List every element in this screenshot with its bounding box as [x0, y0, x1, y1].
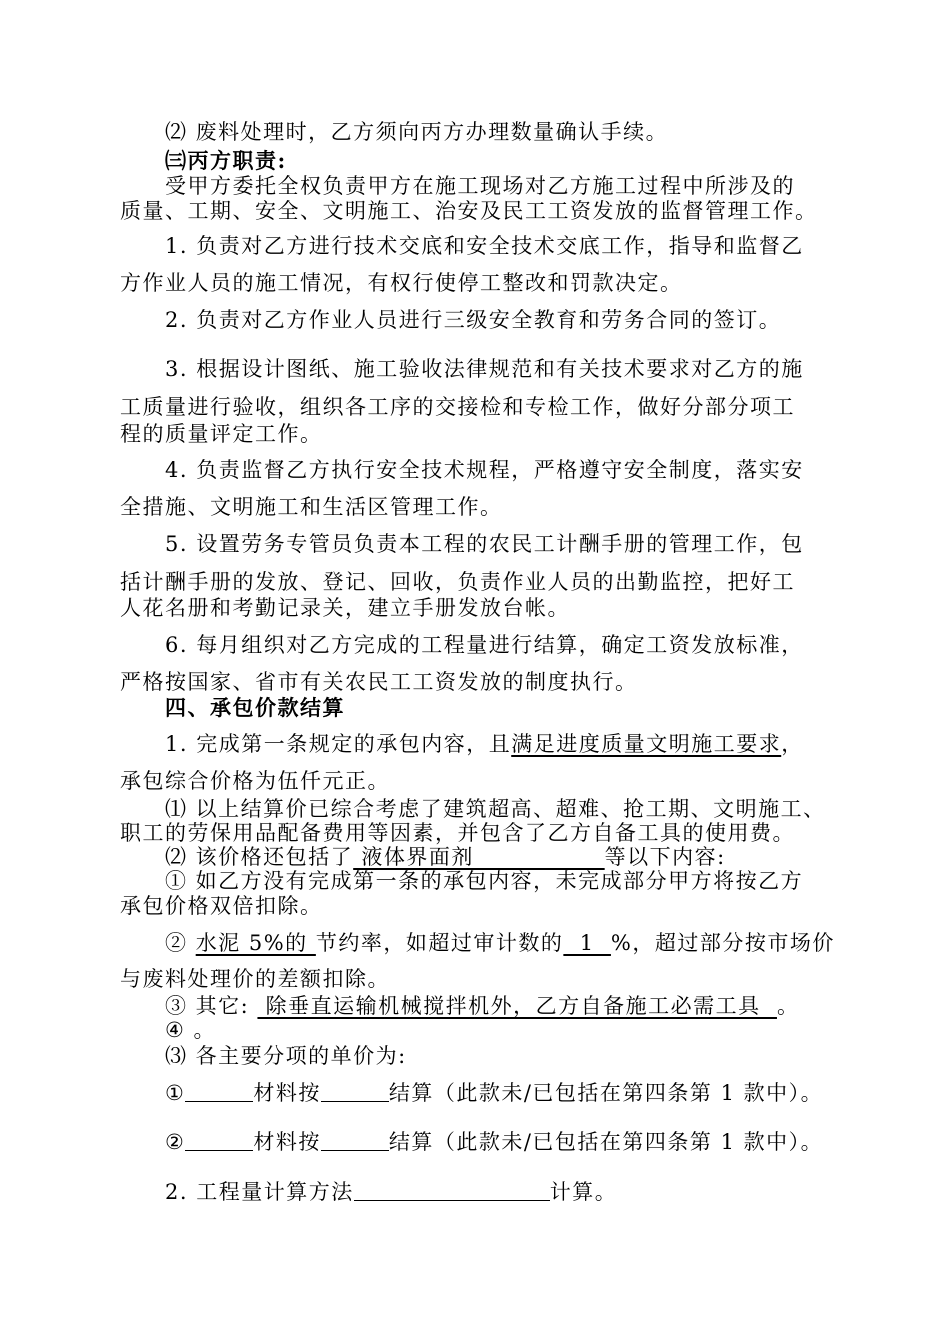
paragraph-line: 全措施、文明施工和生活区管理工作。	[120, 495, 503, 519]
text-span: ②	[165, 1130, 186, 1154]
text-span: ④	[165, 1018, 194, 1042]
paragraph-line: 3. 根据设计图纸、施工验收法律规范和有关技术要求对乙方的施	[165, 357, 804, 381]
filled-field: 水泥 5%的	[195, 931, 316, 955]
paragraph-line: 5. 设置劳务专管员负责本工程的农民工计酬手册的管理工作，包	[165, 532, 804, 556]
paragraph-line: 承包综合价格为伍仟元正。	[120, 769, 390, 793]
paragraph-line: 职工的劳保用品配备费用等因素，并包含了乙方自备工具的使用费。	[120, 821, 795, 845]
paragraph-line	[165, 1017, 216, 1043]
paragraph-line: ⑴ 以上结算价已综合考虑了建筑超高、超难、抢工期、文明施工、	[165, 797, 826, 821]
paragraph-line: 2. 负责对乙方作业人员进行三级安全教育和劳务合同的签订。	[165, 308, 782, 332]
filled-field: 除垂直运输机械搅拌机外，乙方自备施工必需工具	[257, 994, 777, 1018]
paragraph-line	[165, 731, 804, 757]
paragraph-line	[165, 844, 726, 870]
text-span: ⑵ 该价格还包括了	[165, 845, 354, 869]
paragraph-line: 括计酬手册的发放、登记、回收，负责作业人员的出勤监控，把好工	[120, 570, 795, 594]
paragraph-line: ⑶ 各主要分项的单价为:	[165, 1044, 407, 1068]
text-span: 计算。	[549, 1180, 618, 1204]
blank-field	[185, 1079, 253, 1102]
paragraph-line: ⑵ 废料处理时，乙方须向丙方办理数量确认手续。	[165, 120, 669, 144]
text-span: 结算（此款未/已包括在第四条第 1 款中）。	[388, 1081, 824, 1105]
text-span: 1. 完成第一条规定的承包内容，且	[165, 732, 512, 756]
filled-field: 满足进度质量文明施工要求	[511, 732, 782, 756]
paragraph-line: 严格按国家、省市有关农民工工资发放的制度执行。	[120, 670, 638, 694]
blank-field	[354, 1178, 550, 1201]
paragraph-line: 承包价格双倍扣除。	[120, 894, 323, 918]
paragraph-line	[165, 993, 799, 1019]
section-heading: ㈢丙方职责:	[165, 148, 287, 173]
blank-field	[321, 1079, 389, 1102]
text-span: 2. 工程量计算方法	[165, 1180, 354, 1204]
text-span: 节约率，如超过审计数的	[315, 931, 564, 955]
paragraph-line: 受甲方委托全权负责甲方在施工现场对乙方施工过程中所涉及的	[165, 174, 795, 198]
paragraph-line: 1. 负责对乙方进行技术交底和安全技术交底工作，指导和监督乙	[165, 234, 804, 258]
text-span: ②	[165, 931, 196, 955]
paragraph-line: 6. 每月组织对乙方完成的工程量进行结算，确定工资发放标准，	[165, 633, 804, 657]
paragraph-line: 质量、工期、安全、文明施工、治安及民工工资发放的监督管理工作。	[120, 199, 818, 223]
filled-field: 液体界面剂	[353, 845, 605, 869]
paragraph-line: 工质量进行验收，组织各工序的交接检和专检工作，做好分部分项工	[120, 395, 795, 419]
filled-field: 1	[563, 931, 611, 955]
paragraph-line: 与废料处理价的差额扣除。	[120, 967, 390, 991]
paragraph-line	[165, 930, 835, 956]
blank-field	[321, 1128, 389, 1151]
section-heading: 四、承包价款结算	[165, 695, 345, 720]
paragraph-line	[165, 1178, 617, 1205]
paragraph-line	[165, 1079, 823, 1106]
paragraph-line: ① 如乙方没有完成第一条的承包内容，未完成部分甲方将按乙方	[165, 869, 804, 893]
paragraph-line: 4. 负责监督乙方执行安全技术规程，严格遵守安全制度，落实安	[165, 458, 804, 482]
text-span: 。	[193, 1018, 217, 1042]
paragraph-line: 方作业人员的施工情况，有权行使停工整改和罚款决定。	[120, 271, 683, 295]
text-span: 结算（此款未/已包括在第四条第 1 款中）。	[388, 1130, 824, 1154]
text-span: 材料按	[253, 1081, 321, 1105]
blank-field	[185, 1128, 253, 1151]
text-span: ③ 其它:	[165, 994, 258, 1018]
text-span: %，超过部分按市场价	[610, 931, 835, 955]
text-span: 材料按	[253, 1130, 321, 1154]
text-span: 。	[776, 994, 800, 1018]
text-span: ①	[165, 1081, 186, 1105]
paragraph-line	[165, 1128, 823, 1155]
paragraph-line: 人花名册和考勤记录关，建立手册发放台帐。	[120, 596, 570, 620]
text-span: ，	[781, 732, 804, 756]
paragraph-line: 程的质量评定工作。	[120, 422, 323, 446]
text-span: 等以下内容:	[604, 845, 726, 869]
